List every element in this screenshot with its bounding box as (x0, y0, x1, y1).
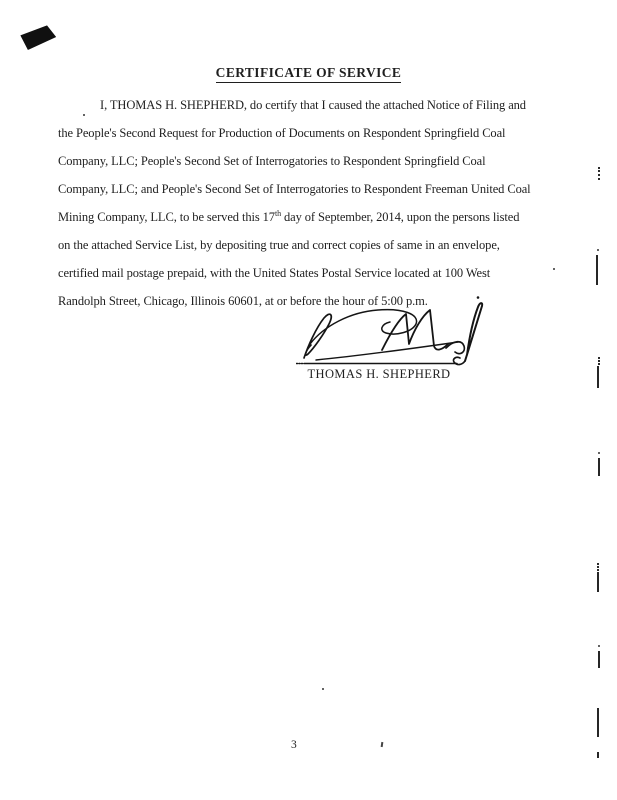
scan-speck (381, 742, 383, 747)
body-line-8: Randolph Street, Chicago, Illinois 60601, at or before the hour of 5:00 p.m. (58, 294, 428, 308)
scan-speck (597, 249, 599, 251)
body-line-5-post: day of September, 2014, upon the persons listed (280, 210, 520, 224)
scan-edge-mark (598, 458, 600, 476)
body-line-5 (58, 203, 548, 231)
body-line-4: Company, LLC; and People's Second Set of Interrogatories to Respondent Freeman United Coal (58, 182, 531, 196)
ordinal-superscript: th (274, 208, 281, 218)
body-line-6: on the attached Service List, by depositing true and correct copies of same in an envelope, (58, 238, 500, 252)
page-title (0, 65, 617, 83)
body-line-3: Company, LLC; People's Second Set of Interrogatories to Respondent Springfield Coal (58, 154, 486, 168)
body-line-1: I, THOMAS H. SHEPHERD, do certify that I caused the attached Notice of Filing and (100, 98, 526, 112)
page-number: 3 (291, 739, 297, 751)
scan-edge-mark (598, 167, 600, 180)
scan-edge-mark (597, 366, 599, 388)
scan-edge-mark (597, 572, 599, 592)
scan-edge-mark (597, 752, 599, 758)
certificate-body (58, 91, 548, 315)
body-line-2: the People's Second Request for Production of Documents on Respondent Springfield Coal (58, 126, 506, 140)
scan-speck (553, 268, 555, 270)
scan-edge-mark (598, 357, 600, 365)
scan-artifact-corner-mark (19, 24, 57, 51)
scan-speck (83, 114, 85, 116)
scan-edge-mark (598, 651, 600, 668)
page-title-text: CERTIFICATE OF SERVICE (216, 65, 402, 83)
body-line-5-pre: Mining Company, LLC, to be served this 17 (58, 210, 275, 224)
signatory-name: THOMAS H. SHEPHERD (307, 367, 451, 381)
body-line-7: certified mail postage prepaid, with the United States Postal Service located at 100 West (58, 266, 491, 280)
scan-edge-mark (596, 255, 598, 285)
signature-scrawl (296, 292, 501, 370)
scan-speck (598, 452, 600, 454)
scan-speck (598, 645, 600, 647)
scan-edge-mark (597, 708, 599, 737)
scan-edge-mark (597, 563, 599, 571)
scan-speck (322, 688, 324, 690)
